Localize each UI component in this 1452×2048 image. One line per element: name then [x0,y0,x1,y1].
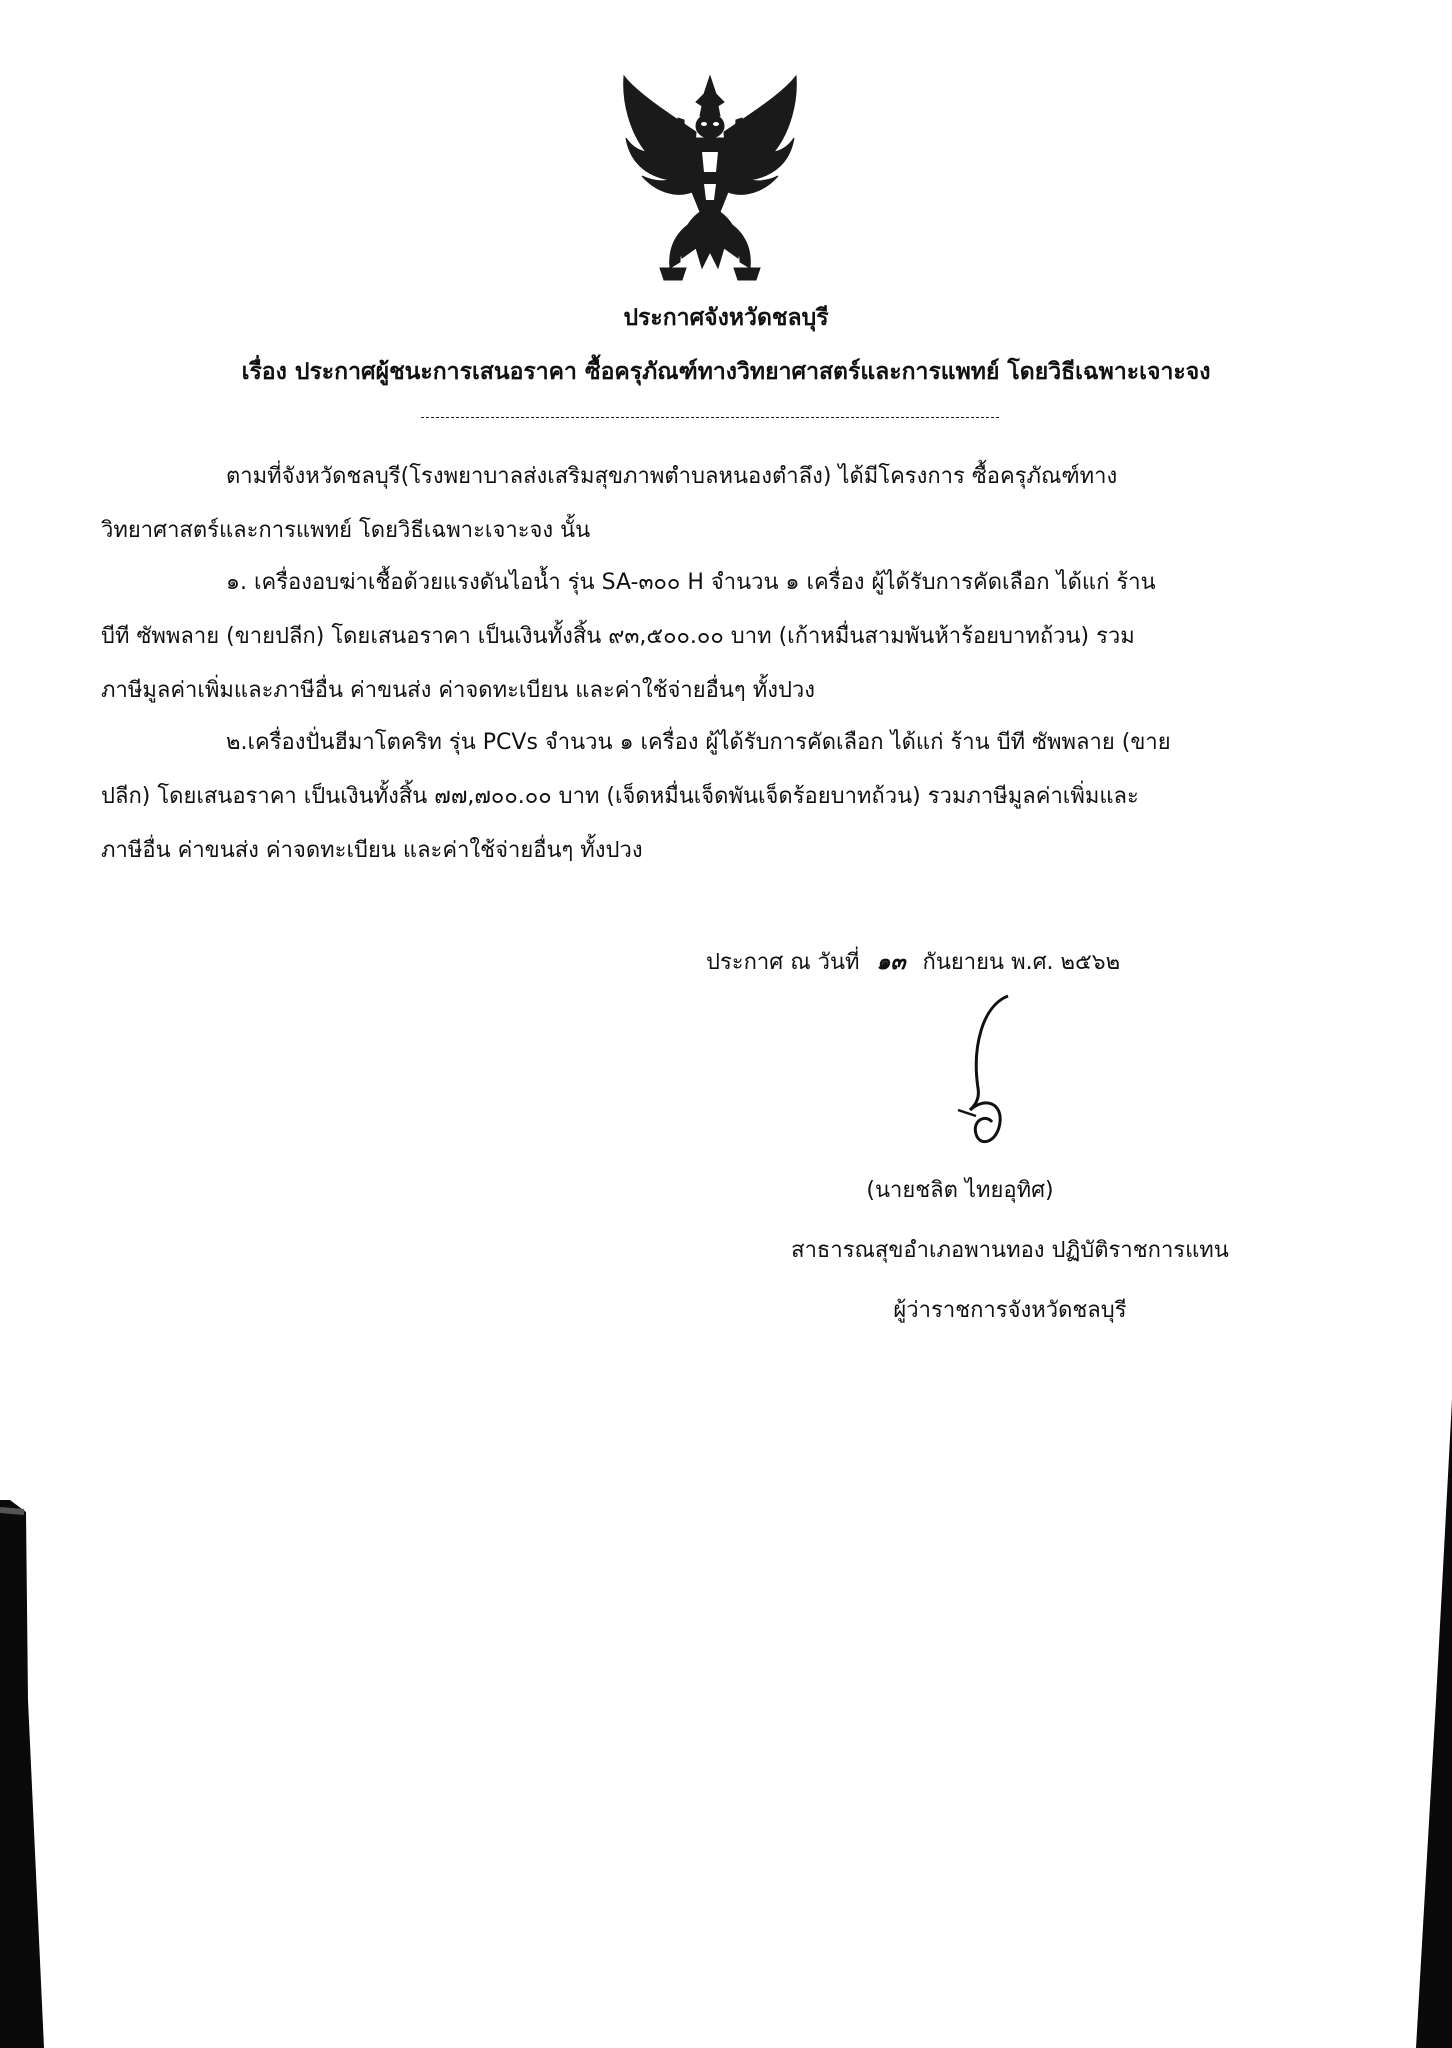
item2-line-2: ปลีก) โดยเสนอราคา เป็นเงินทั้งสิ้น ๗๗,๗๐๐.๐๐ บาท (เจ็ดหมื่นเจ็ดพันเจ็ดร้อยบาทถ้วน) รวมภาษีมูลค่าเพิ่มและ [101,784,1139,809]
document-subject: เรื่อง ประกาศผู้ชนะการเสนอราคา ซื้อครุภัณฑ์ทางวิทยาศาสตร์และการแพทย์ โดยวิธีเฉพาะเจาะจง [241,359,1211,385]
date-month-year: กันยายน พ.ศ. ๒๕๖๒ [922,950,1121,975]
date-day: ๑๓ [876,950,906,975]
signatory-name: (นายชลิต ไทยอุทิศ) [866,1178,1054,1203]
intro-line-1: ตามที่จังหวัดชลบุรี(โรงพยาบาลส่งเสริมสุขภาพตำบลหนองตำลึง) ได้มีโครงการ ซื้อครุภัณฑ์ทาง [226,464,1118,489]
item1-line-1: ๑. เครื่องอบฆ่าเชื้อด้วยแรงดันไอน้ำ รุ่น SA-๓๐๐ H จำนวน ๑ เครื่อง ผู้ได้รับการคัดเลือก ได้แก่ ร้าน [226,570,1156,595]
signatory-office: ผู้ว่าราชการจังหวัดชลบุรี [893,1298,1127,1323]
intro-line-2: วิทยาศาสตร์และการแพทย์ โดยวิธีเฉพาะเจาะจง นั้น [101,518,591,543]
date-prefix: ประกาศ ณ วันที่ [706,950,860,975]
item1-line-2: บีที ซัพพลาย (ขายปลีก) โดยเสนอราคา เป็นเงินทั้งสิ้น ๙๓,๕๐๐.๐๐ บาท (เก้าหมื่นสามพันห้าร้อยบาทถ้วน) รวม [101,624,1135,649]
item2-line-1: ๒.เครื่องปั่นฮีมาโตคริท รุ่น PCVs จำนวน ๑ เครื่อง ผู้ได้รับการคัดเลือก ได้แก่ ร้าน บีที ซัพพลาย (ขาย [226,730,1171,755]
document-title: ประกาศจังหวัดชลบุรี [623,305,829,331]
item2-line-3: ภาษีอื่น ค่าขนส่ง ค่าจดทะเบียน และค่าใช้จ่ายอื่นๆ ทั้งปวง [101,838,643,863]
signatory-position: สาธารณสุขอำเภอพานทอง ปฏิบัติราชการแทน [791,1238,1229,1263]
item1-line-3: ภาษีมูลค่าเพิ่มและภาษีอื่น ค่าขนส่ง ค่าจดทะเบียน และค่าใช้จ่ายอื่นๆ ทั้งปวง [101,678,816,703]
